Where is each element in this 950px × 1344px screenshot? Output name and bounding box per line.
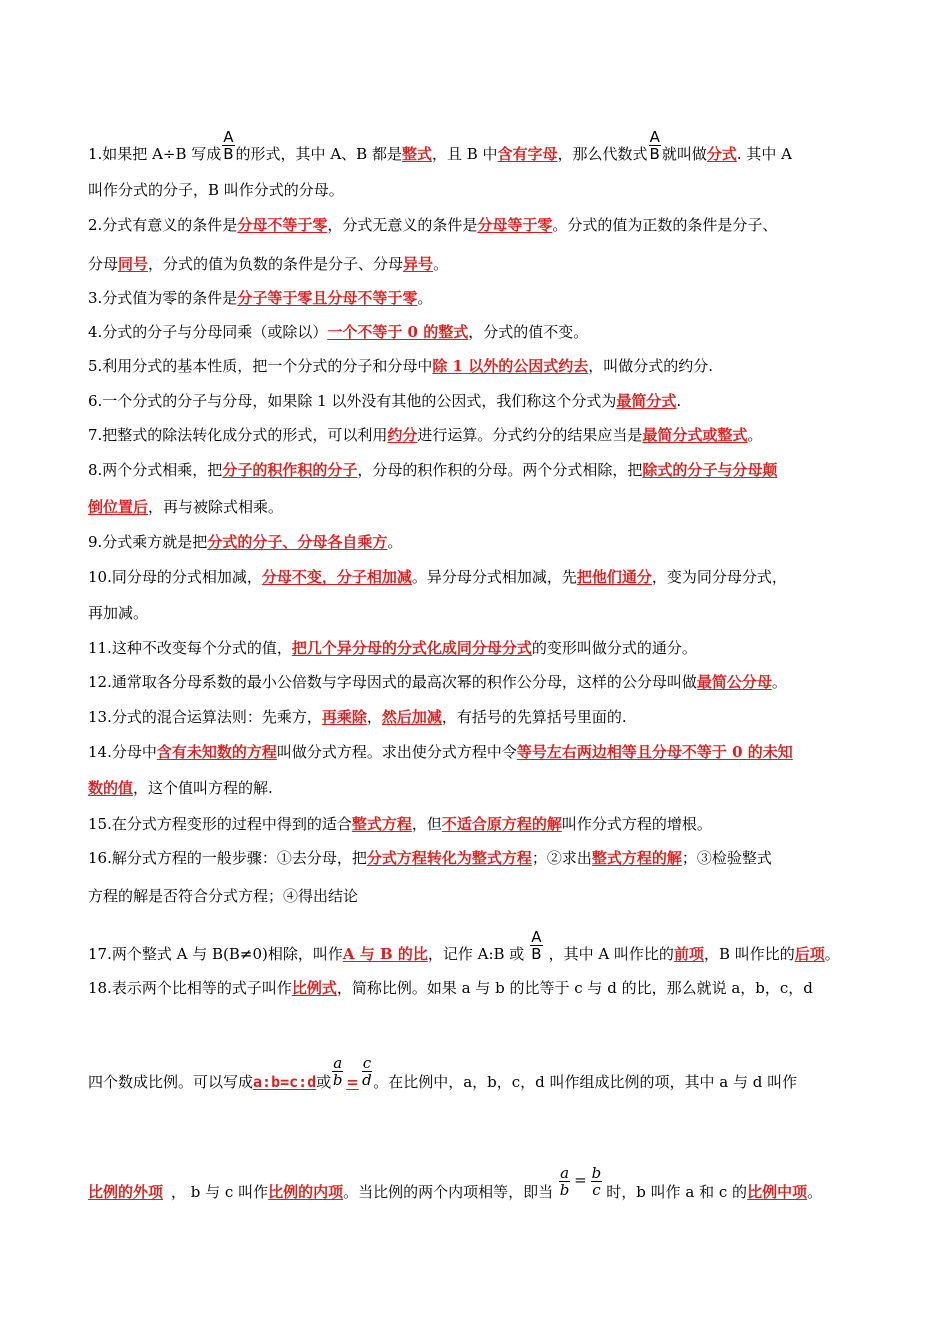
text: 10.同分母的分式相加减， bbox=[88, 568, 262, 586]
denominator: b bbox=[332, 1071, 343, 1089]
keyword: 比例的内项 bbox=[268, 1183, 344, 1201]
equals-sign: = bbox=[574, 1171, 587, 1189]
keyword: 等号左右两边相等且分母不等于 0 的未知 bbox=[516, 743, 793, 761]
item-16-line-2 bbox=[88, 886, 868, 906]
numerator: c bbox=[362, 1054, 372, 1072]
denominator: B bbox=[223, 145, 234, 163]
text: 11.这种不改变每个分式的值， bbox=[88, 639, 292, 657]
text: ，这个值叫方程的解. bbox=[133, 779, 273, 797]
text: 3.分式值为零的条件是 bbox=[88, 289, 238, 307]
item-18-line-1 bbox=[88, 978, 868, 998]
fraction-a-over-b bbox=[530, 929, 542, 962]
text: ，且 B 中 bbox=[431, 145, 498, 163]
keyword: 含有未知数的方程 bbox=[156, 743, 277, 761]
keyword: 最简公分母 bbox=[696, 673, 772, 691]
text: 方程的解是否符合分式方程；④得出结论 bbox=[88, 887, 359, 905]
text: 1.如果把 A÷B 写成 bbox=[88, 145, 222, 163]
text: ，再与被除式相乘。 bbox=[148, 498, 284, 516]
numerator: A bbox=[649, 128, 660, 146]
item-5 bbox=[88, 356, 868, 376]
item-7 bbox=[88, 425, 868, 445]
text: ，但 bbox=[411, 815, 442, 833]
text: 分母 bbox=[88, 255, 119, 273]
text: 6.一个分式的分子与分母，如果除 1 以外没有其他的公因式，我们称这个分式为 bbox=[88, 392, 617, 410]
fraction-c-over-d bbox=[362, 1055, 372, 1088]
text: 。 bbox=[824, 945, 840, 963]
keyword: 除 1 以外的公因式约去 bbox=[432, 357, 589, 375]
text: 12.通常取各分母系数的最小公倍数与字母因式的最高次幂的积作公分母，这样的公分母叫做 bbox=[88, 673, 697, 691]
text: 。异分母分式相加减，先 bbox=[411, 568, 577, 586]
text: 。当比例的两个内项相等，即当 bbox=[343, 1183, 554, 1201]
denominator: d bbox=[362, 1071, 372, 1089]
text: 四个数成比例。可以写成 bbox=[88, 1073, 254, 1091]
fraction-a-over-b bbox=[222, 129, 234, 162]
text: 7.把整式的除法转化成分式的形式，可以利用 bbox=[88, 426, 388, 444]
text: ，记作 A:B 或 bbox=[427, 945, 525, 963]
text: 的变形叫做分式的通分。 bbox=[531, 639, 697, 657]
text: 。 bbox=[387, 533, 403, 551]
keyword: 比例式 bbox=[291, 979, 337, 997]
keyword: 分式方程转化为整式方程 bbox=[366, 849, 532, 867]
keyword: 分母不变，分子相加减 bbox=[261, 568, 412, 586]
fraction-a-over-b bbox=[649, 129, 661, 162]
keyword: 分母等于零 bbox=[477, 216, 553, 234]
text: ，分式的值不变。 bbox=[468, 323, 589, 341]
keyword: 把他们通分 bbox=[576, 568, 652, 586]
numerator: A bbox=[223, 128, 234, 146]
numerator: a bbox=[333, 1054, 343, 1072]
keyword: 异号 bbox=[403, 255, 434, 273]
text: 。在比例中，a，b，c，d 叫作组成比例的项，其中 a 与 d 叫作 bbox=[373, 1073, 798, 1091]
text: 2.分式有意义的条件是 bbox=[88, 216, 238, 234]
keyword: 分式 bbox=[706, 145, 737, 163]
fraction-b-over-c bbox=[591, 1165, 603, 1198]
text: ，简称比例。如果 a 与 b 的比等于 c 与 d 的比，那么就说 a，b，c，d bbox=[336, 979, 813, 997]
item-10-line-2 bbox=[88, 603, 868, 623]
keyword: 最简分式或整式 bbox=[642, 426, 748, 444]
text: 叫作分式方程的增根。 bbox=[561, 815, 712, 833]
text: ，B 叫作比的 bbox=[703, 945, 795, 963]
keyword: A 与 B 的比 bbox=[342, 945, 428, 963]
text: 5.利用分式的基本性质，把一个分式的分子和分母中 bbox=[88, 357, 433, 375]
item-12 bbox=[88, 672, 868, 692]
keyword: 最简分式 bbox=[616, 392, 677, 410]
text: 15.在分式方程变形的过程中得到的适合 bbox=[88, 815, 352, 833]
keyword: 含有字母 bbox=[497, 145, 558, 163]
text: 。 bbox=[807, 1183, 823, 1201]
item-9 bbox=[88, 532, 868, 552]
keyword: 整式方程 bbox=[351, 815, 412, 833]
keyword: 不适合原方程的解 bbox=[441, 815, 562, 833]
text: ，其中 A 叫作比的 bbox=[548, 945, 674, 963]
text: . 其中 A bbox=[736, 145, 792, 163]
text: 叫做分式方程。求出使分式方程中令 bbox=[276, 743, 517, 761]
fraction-a-over-b-lower bbox=[559, 1165, 570, 1198]
item-14-line-2 bbox=[88, 778, 868, 798]
keyword: a:b=c:d bbox=[253, 1073, 317, 1091]
item-15 bbox=[88, 814, 868, 834]
denominator: c bbox=[592, 1181, 601, 1199]
text: 或 bbox=[316, 1073, 332, 1091]
item-8-line-1 bbox=[88, 460, 868, 480]
item-13 bbox=[88, 707, 868, 727]
text: 4.分式的分子与分母同乘（或除以） bbox=[88, 323, 328, 341]
text: 14.分母中 bbox=[88, 743, 157, 761]
text: 。 bbox=[433, 255, 449, 273]
keyword: 把几个异分母的分式化成同分母分式 bbox=[291, 639, 532, 657]
numerator: a bbox=[560, 1164, 570, 1182]
item-18-line-2 bbox=[88, 1040, 868, 1092]
denominator: B bbox=[531, 945, 542, 963]
text: 17.两个整式 A 与 B(B≠0)相除，叫作 bbox=[88, 945, 343, 963]
keyword: 比例的外项 bbox=[88, 1183, 164, 1201]
text: ；③检验整式 bbox=[681, 849, 772, 867]
keyword: 分母不等于零 bbox=[237, 216, 328, 234]
text: 。 bbox=[417, 289, 433, 307]
text: 进行运算。分式约分的结果应当是 bbox=[417, 426, 643, 444]
item-2-line-2 bbox=[88, 254, 868, 274]
text: . bbox=[676, 392, 682, 410]
text: 就叫做 bbox=[661, 145, 707, 163]
item-6 bbox=[88, 391, 868, 411]
keyword: 整式方程的解 bbox=[591, 849, 682, 867]
text: ，叫做分式的约分. bbox=[588, 357, 713, 375]
item-2-line-1 bbox=[88, 215, 868, 235]
text: 8.两个分式相乘，把 bbox=[88, 461, 223, 479]
equals-sign: = bbox=[346, 1073, 359, 1091]
text: ，分式的值为负数的条件是分子、分母 bbox=[148, 255, 404, 273]
item-16-line-1 bbox=[88, 848, 868, 868]
item-1-line-1 bbox=[88, 116, 868, 164]
item-17 bbox=[88, 916, 868, 964]
text: ，有括号的先算括号里面的. bbox=[441, 708, 627, 726]
item-1-line-2 bbox=[88, 180, 868, 200]
keyword: 约分 bbox=[387, 426, 418, 444]
item-11 bbox=[88, 638, 868, 658]
text: ；②求出 bbox=[531, 849, 592, 867]
text: 。分式的值为正数的条件是分子、 bbox=[552, 216, 778, 234]
text: 13.分式的混合运算法则：先乘方， bbox=[88, 708, 322, 726]
denominator: b bbox=[559, 1181, 570, 1199]
item-14-line-1 bbox=[88, 742, 868, 762]
text: 叫作分式的分子，B 叫作分式的分母。 bbox=[88, 181, 344, 199]
keyword: 整式 bbox=[401, 145, 432, 163]
keyword: 除式的分子与分母颠 bbox=[642, 461, 778, 479]
keyword: 分子的积作积的分子 bbox=[222, 461, 358, 479]
keyword: 数的值 bbox=[88, 779, 134, 797]
keyword: 分式的分子、分母各自乘方 bbox=[207, 533, 388, 551]
denominator: B bbox=[649, 145, 660, 163]
text: ， b 与 c 叫作 bbox=[171, 1183, 269, 1201]
text: 。 bbox=[747, 426, 763, 444]
keyword: 一个不等于 0 的整式 bbox=[327, 323, 469, 341]
keyword: 同号 bbox=[118, 255, 149, 273]
text: 9.分式乘方就是把 bbox=[88, 533, 208, 551]
text: ，分式无意义的条件是 bbox=[327, 216, 478, 234]
keyword: 然后加减 bbox=[381, 708, 442, 726]
item-3 bbox=[88, 288, 868, 308]
keyword: 后项 bbox=[794, 945, 825, 963]
text: 。 bbox=[771, 673, 787, 691]
keyword: 分子等于零且分母不等于零 bbox=[237, 289, 418, 307]
keyword: 比例中项 bbox=[747, 1183, 808, 1201]
text: 16.解分式方程的一般步骤：①去分母，把 bbox=[88, 849, 367, 867]
text: ，分母的积作积的分母。两个分式相除，把 bbox=[357, 461, 643, 479]
text: 18.表示两个比相等的式子叫作 bbox=[88, 979, 292, 997]
keyword: 前项 bbox=[673, 945, 704, 963]
fraction-a-over-b-lower bbox=[332, 1055, 343, 1088]
item-8-line-2 bbox=[88, 497, 868, 517]
text: ， bbox=[366, 708, 382, 726]
item-4 bbox=[88, 322, 868, 342]
text: 时，b 叫作 a 和 c 的 bbox=[606, 1183, 748, 1201]
text: 再加减。 bbox=[88, 604, 149, 622]
keyword: 再乘除 bbox=[321, 708, 367, 726]
item-18-line-3 bbox=[88, 1150, 868, 1202]
text: ，变为同分母分式， bbox=[651, 568, 787, 586]
text: ，那么代数式 bbox=[557, 145, 648, 163]
text: 的形式，其中 A、B 都是 bbox=[235, 145, 402, 163]
item-10-line-1 bbox=[88, 567, 868, 587]
keyword: 倒位置后 bbox=[88, 498, 149, 516]
numerator: A bbox=[531, 928, 542, 946]
numerator: b bbox=[591, 1164, 602, 1182]
